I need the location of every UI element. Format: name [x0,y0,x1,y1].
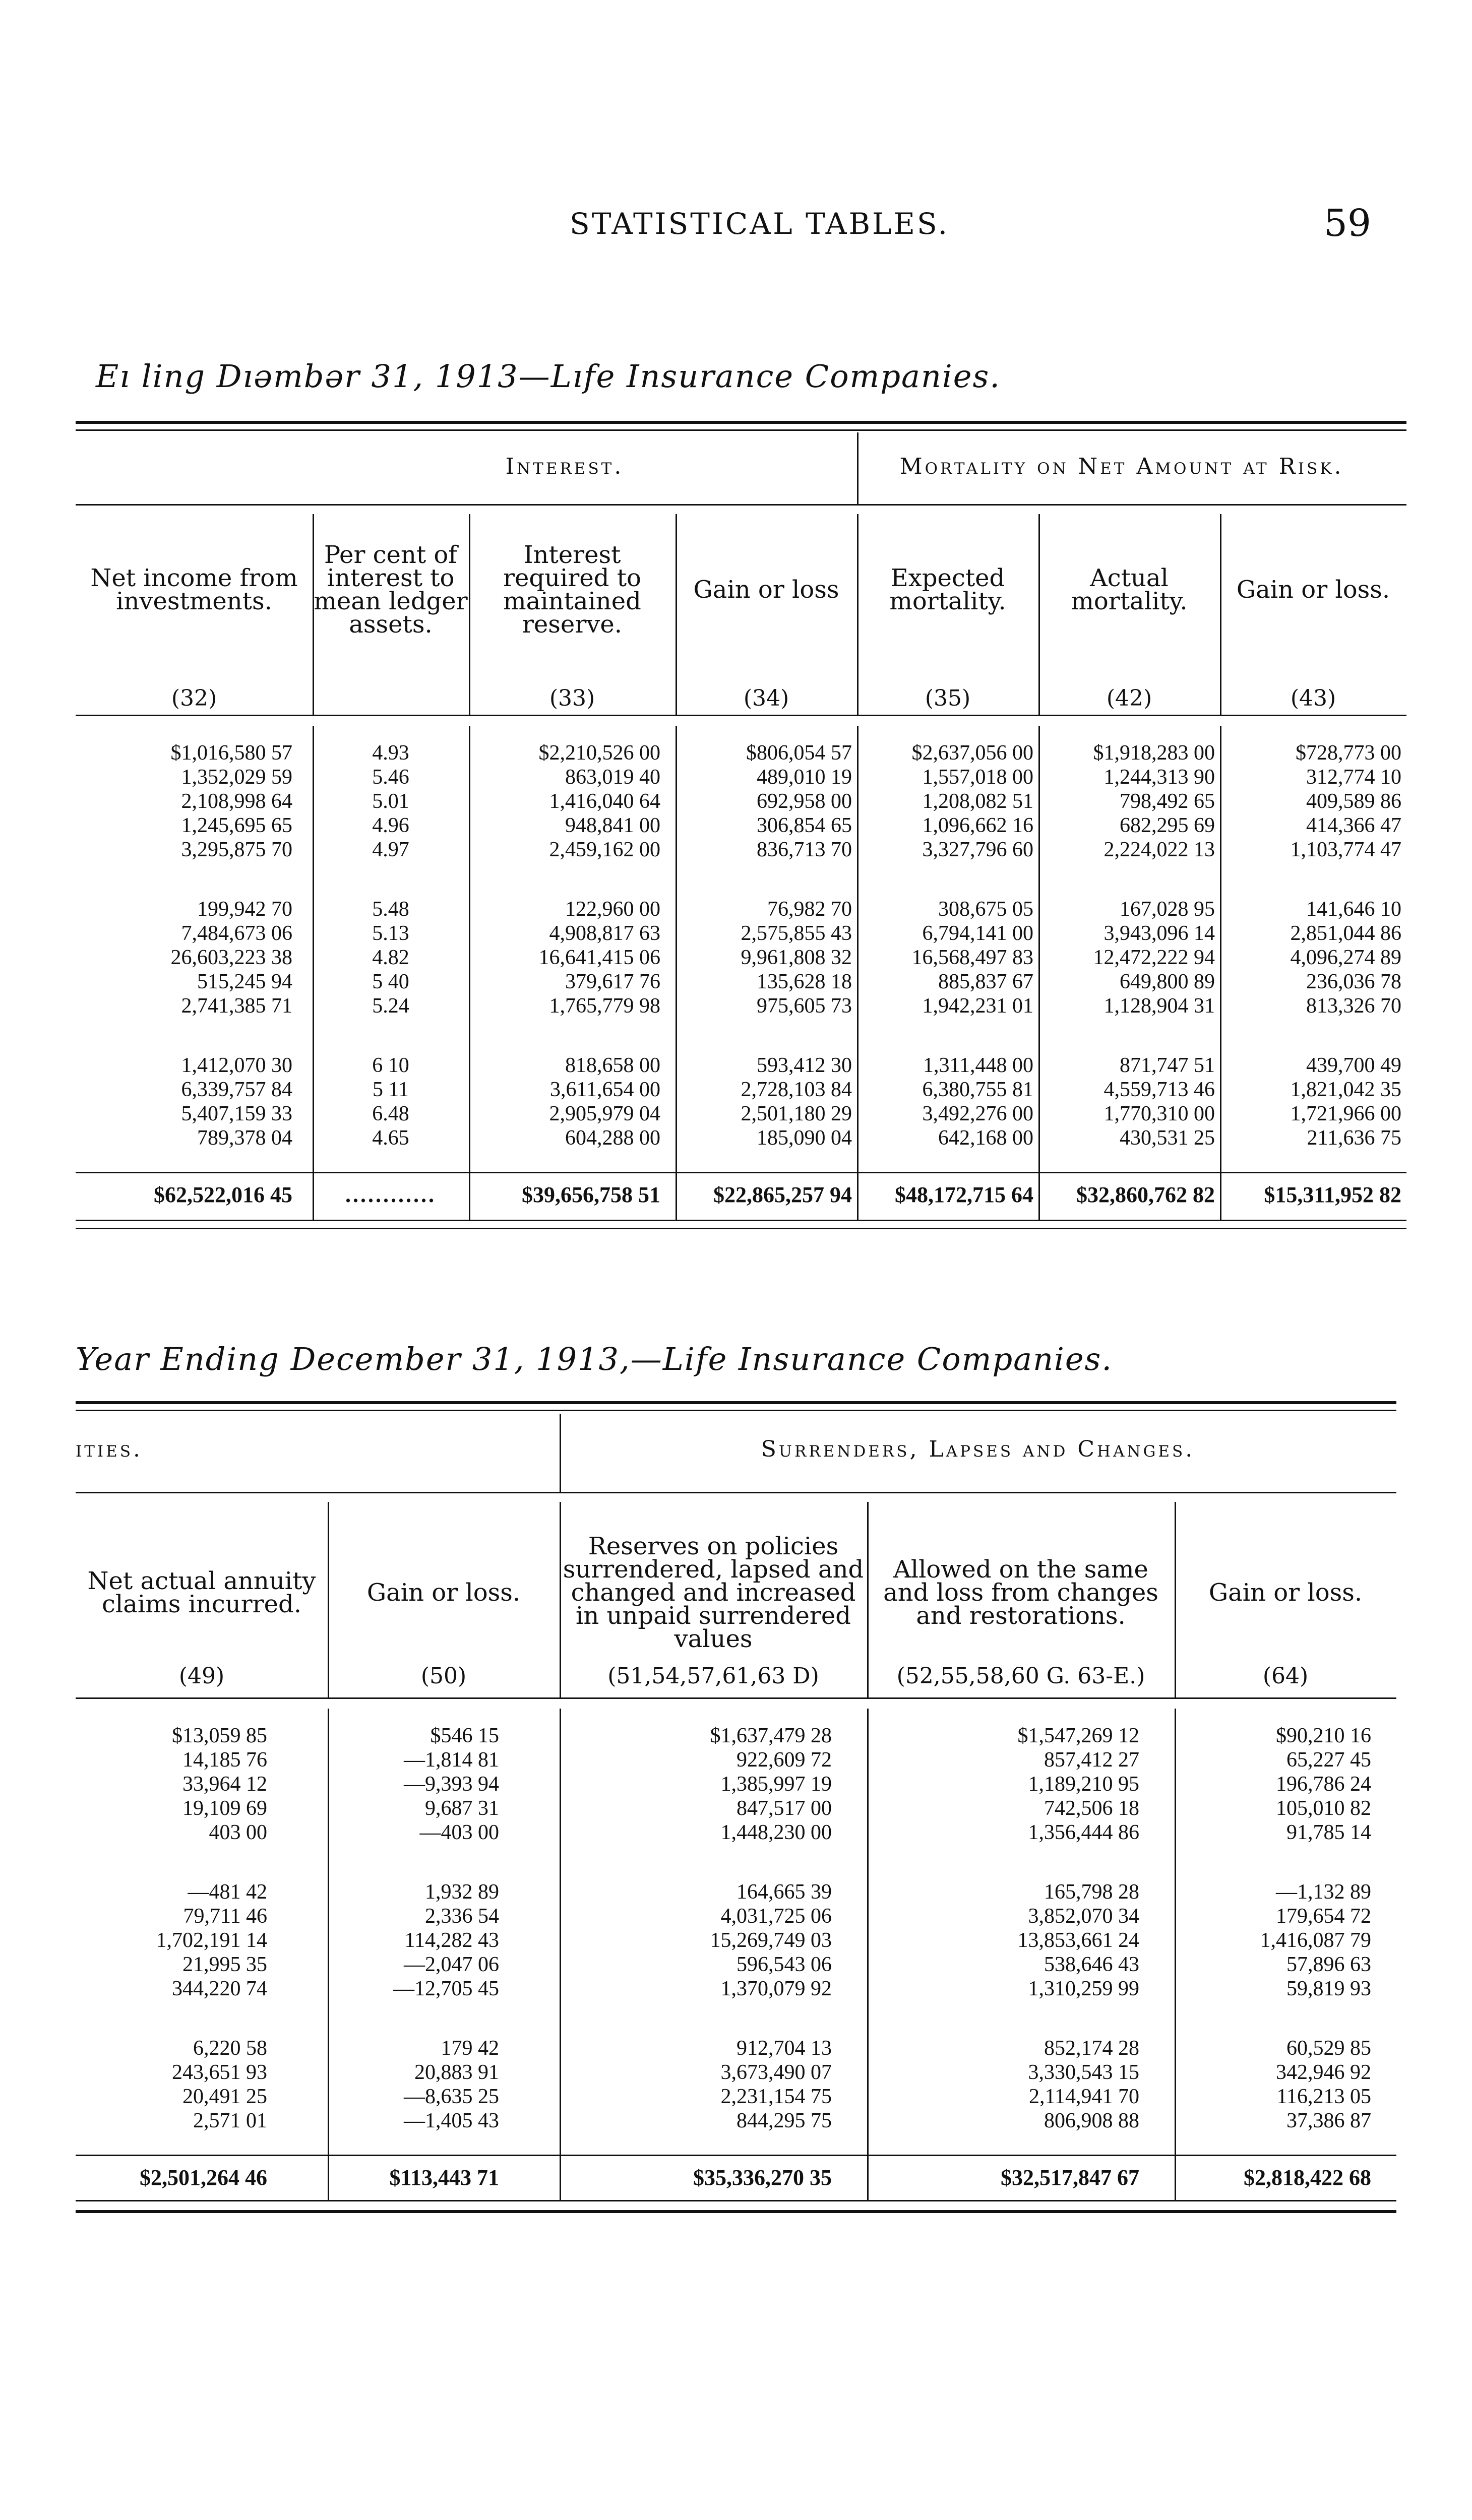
table-cell: —1,405 43 [404,2109,499,2132]
table-cell: 1,244,313 90 [1103,766,1215,789]
table-cell: 642,168 00 [938,1126,1033,1150]
table-cell: 1,932 89 [425,1880,499,1904]
table-cell: 179,654 72 [1276,1905,1371,1928]
table-cell: 2,231,154 75 [720,2085,832,2108]
table-cell: 1,356,444 86 [1028,1821,1139,1844]
table-cell: 2,575,855 43 [741,922,852,945]
table-cell: 1,370,079 92 [720,1977,832,2000]
table2-total-2: $113,443 71 [389,2165,499,2190]
table2-col-head-4: Allowed on the same and loss from changes and restorations. [883,1555,1158,1630]
table-cell: 439,700 49 [1306,1054,1401,1077]
table-cell: 185,090 04 [757,1126,852,1150]
table1-col-number-5: (35) [925,685,971,711]
table-cell: 312,774 10 [1306,766,1401,789]
table-cell: 1,557,018 00 [922,766,1033,789]
table-cell: 16,568,497 83 [911,946,1033,969]
table-cell: $728,773 00 [1296,741,1401,765]
table-cell: 20,491 25 [182,2085,267,2108]
table-cell: 6,220 58 [193,2037,267,2060]
table-cell: 179 42 [441,2037,499,2060]
table-cell: —1,814 81 [404,1748,499,1772]
table-cell: 5,407,159 33 [181,1102,292,1125]
table-cell: 9,961,808 32 [741,946,852,969]
table-cell: 1,412,070 30 [181,1054,292,1077]
table-cell: —403 00 [419,1821,499,1844]
table-cell: 19,109 69 [182,1797,267,1820]
table-cell: 798,492 65 [1120,790,1215,813]
table-cell: 3,330,543 15 [1028,2061,1139,2084]
table-cell: $90,210 16 [1276,1724,1371,1747]
table-cell: 5.13 [372,922,409,945]
table-cell: 5.48 [372,898,409,921]
table-cell: 2,905,979 04 [549,1102,660,1125]
table1-col-head-1: Net income from investments. [90,564,298,615]
table-cell: 4.96 [372,814,409,837]
table-cell: 7,484,673 06 [181,922,292,945]
table1-col-number-3: (33) [549,685,595,711]
table-cell: —8,635 25 [404,2085,499,2108]
table-cell: 2,108,998 64 [181,790,292,813]
table1-col-head-3: Interest required to maintained reserve. [503,541,641,639]
table-cell: 6,339,757 84 [181,1078,292,1101]
table-cell: 4,559,713 46 [1103,1078,1215,1101]
table1-group-mortality: Mortality on Net Amount at Risk. [899,454,1344,479]
table-cell: 5.46 [372,766,409,789]
table-cell: —12,705 45 [393,1977,499,2000]
table-cell: 1,103,774 47 [1290,838,1401,861]
table-cell: 5 11 [373,1078,409,1101]
table-cell: 141,646 10 [1306,898,1401,921]
table-cell: 1,245,695 65 [181,814,292,837]
table-cell: 6.48 [372,1102,409,1125]
table-cell: 3,611,654 00 [550,1078,660,1101]
table-cell: 538,646 43 [1044,1953,1139,1976]
table-cell: 409,589 86 [1306,790,1401,813]
table-cell: 871,747 51 [1120,1054,1215,1077]
table-cell: 59,819 93 [1286,1977,1371,2000]
table-cell: 91,785 14 [1286,1821,1371,1844]
table-cell: 236,036 78 [1306,970,1401,993]
table-cell: 2,728,103 84 [741,1078,852,1101]
table-cell: 836,713 70 [757,838,852,861]
table-cell: 3,673,490 07 [720,2061,832,2084]
table-cell: —2,047 06 [404,1953,499,1976]
table-cell: 489,010 19 [757,766,852,789]
table-cell: 1,128,904 31 [1103,994,1215,1018]
table-cell: 1,311,448 00 [923,1054,1033,1077]
table-cell: 2,224,022 13 [1103,838,1215,861]
table-cell: 65,227 45 [1286,1748,1371,1772]
table-cell: 76,982 70 [767,898,852,921]
table-cell: 20,883 91 [414,2061,499,2084]
table1-col-number-7: (43) [1290,685,1336,711]
table-cell: 430,531 25 [1120,1126,1215,1150]
table-cell: 344,220 74 [172,1977,267,2000]
table-cell: 742,506 18 [1044,1797,1139,1820]
table2-total-4: $32,517,847 67 [1001,2165,1139,2190]
table-cell: 596,543 06 [737,1953,832,1976]
table-cell: 2,459,162 00 [549,838,660,861]
table-cell: 3,295,875 70 [181,838,292,861]
table2-col-head-1: Net actual annuity claims incurred. [87,1567,316,1618]
table-cell: 26,603,223 38 [170,946,292,969]
table2-caption: Year Ending December 31, 1913,—Life Insurance Companies. [76,1341,1113,1377]
table-cell: 604,288 00 [565,1126,660,1150]
table-cell: 4,096,274 89 [1290,946,1401,969]
table-cell: 2,741,385 71 [181,994,292,1018]
table1-col-head-4: Gain or loss [693,576,839,604]
table-cell: $13,059 85 [172,1724,267,1747]
running-head [0,202,1472,247]
table1-col-head-5: Expected mortality. [889,564,1006,615]
table2-col-number-5: (64) [1262,1663,1309,1689]
table-cell: 3,852,070 34 [1028,1905,1139,1928]
table1-col-head-7: Gain or loss. [1236,576,1390,604]
table-cell: 21,995 35 [182,1953,267,1976]
table-cell: 649,800 89 [1120,970,1215,993]
table-cell: 4.97 [372,838,409,861]
table-cell: 1,385,997 19 [720,1773,832,1796]
table-cell: 789,378 04 [197,1126,292,1150]
table-cell: 1,721,966 00 [1290,1102,1401,1125]
table-cell: 6,794,141 00 [922,922,1033,945]
running-head-title: STATISTICAL TABLES. [570,207,950,241]
table-cell: 4.65 [372,1126,409,1150]
table-cell: 2,571 01 [193,2109,267,2132]
table-cell: 164,665 39 [737,1880,832,1904]
table-cell: 4.93 [372,741,409,765]
table1-col-head-2: Per cent of interest to mean ledger assets. [314,541,468,639]
table-cell: 1,416,040 64 [549,790,660,813]
table1-total-4: $22,865,257 94 [713,1182,852,1207]
table-cell: 682,295 69 [1120,814,1215,837]
table-cell: 33,964 12 [182,1773,267,1796]
table-cell: $546 15 [430,1724,499,1747]
table-cell: 5 40 [372,970,409,993]
table1-group-interest: Interest. [505,454,624,479]
table-cell: 2,336 54 [425,1905,499,1928]
table-cell: 122,960 00 [565,898,660,921]
table-cell: 196,786 24 [1276,1773,1371,1796]
table1-total-3: $39,656,758 51 [522,1182,660,1207]
table-cell: $2,637,056 00 [911,741,1033,765]
table-cell: —481 42 [188,1880,267,1904]
table-cell: 1,352,029 59 [181,766,292,789]
table-cell: 342,946 92 [1276,2061,1371,2084]
table-cell: 15,269,749 03 [710,1929,832,1952]
table-cell: 6,380,755 81 [922,1078,1033,1101]
table2-col-head-2: Gain or loss. [366,1579,521,1607]
table-cell: 4,908,817 63 [549,922,660,945]
table-cell: 912,704 13 [737,2037,832,2060]
table-cell: $2,210,526 00 [538,741,660,765]
table-cell: 692,958 00 [757,790,852,813]
table-cell: 948,841 00 [565,814,660,837]
table-cell: 211,636 75 [1307,1126,1401,1150]
table-cell: 57,896 63 [1286,1953,1371,1976]
table-cell: 813,326 70 [1306,994,1401,1018]
table-cell: 863,019 40 [565,766,660,789]
table-cell: —9,393 94 [404,1773,499,1796]
table-cell: 12,472,222 94 [1093,946,1215,969]
table-cell: 3,492,276 00 [922,1102,1033,1125]
table-cell: 308,675 05 [938,898,1033,921]
table-cell: 306,854 65 [757,814,852,837]
table-cell: 1,702,191 14 [156,1929,267,1952]
table1-col-number-4: (34) [743,685,789,711]
table-cell: 9,687 31 [425,1797,499,1820]
table-cell: —1,132 89 [1276,1880,1371,1904]
table-cell: 3,327,796 60 [922,838,1033,861]
table-cell: $1,016,580 57 [170,741,292,765]
table2-col-number-3: (51,54,57,61,63 D) [607,1663,819,1689]
table-cell: 1,765,779 98 [549,994,660,1018]
table1-total-2: ............ [345,1182,436,1207]
table-cell: 243,651 93 [172,2061,267,2084]
table1-col-number-6: (42) [1106,685,1152,711]
table-cell: 2,851,044 86 [1290,922,1401,945]
table-cell: 1,416,087 79 [1260,1929,1371,1952]
table-cell: 1,096,662 16 [922,814,1033,837]
table-cell: 199,942 70 [197,898,292,921]
table1-total-6: $32,860,762 82 [1076,1182,1215,1207]
table-cell: 852,174 28 [1044,2037,1139,2060]
table-cell: 4.82 [372,946,409,969]
table2-col-head-5: Gain or loss. [1208,1579,1363,1607]
table1-total-5: $48,172,715 64 [895,1182,1033,1207]
table2-col-number-1: (49) [178,1663,225,1689]
table-cell: 2,114,941 70 [1029,2085,1139,2108]
table-cell: 167,028 95 [1120,898,1215,921]
table-cell: 2,501,180 29 [741,1102,852,1125]
table-cell: 1,942,231 01 [922,994,1033,1018]
table-cell: 60,529 85 [1286,2037,1371,2060]
table-cell: 16,641,415 06 [538,946,660,969]
table-cell: $1,918,283 00 [1093,741,1215,765]
table-cell: 6 10 [372,1054,409,1077]
table-cell: 922,609 72 [737,1748,832,1772]
table-cell: $806,054 57 [746,741,852,765]
table-cell: 818,658 00 [565,1054,660,1077]
table-cell: $1,547,269 12 [1017,1724,1139,1747]
table-cell: 1,821,042 35 [1290,1078,1401,1101]
table1-col-head-6: Actual mortality. [1071,564,1188,615]
table-cell: 379,617 76 [565,970,660,993]
table-cell: 1,208,082 51 [922,790,1033,813]
table1-total-1: $62,522,016 45 [154,1182,292,1207]
table2-group-surrenders: Surrenders, Lapses and Changes. [761,1436,1195,1462]
table2-total-3: $35,336,270 35 [693,2165,832,2190]
table2-total-5: $2,818,422 68 [1244,2165,1371,2190]
table-cell: 3,943,096 14 [1103,922,1215,945]
table-cell: 806,908 88 [1044,2109,1139,2132]
table-cell: $1,637,479 28 [710,1724,832,1747]
table2-col-head-3: Reserves on policies surrendered, lapsed and changed and increased in unpaid surrendered values [563,1532,864,1653]
table-cell: 4,031,725 06 [720,1905,832,1928]
table-cell: 593,412 30 [757,1054,852,1077]
table-cell: 1,770,310 00 [1103,1102,1215,1125]
table-cell: 847,517 00 [737,1797,832,1820]
table-cell: 857,412 27 [1044,1748,1139,1772]
table-cell: 975,605 73 [757,994,852,1018]
table-cell: 114,282 43 [404,1929,499,1952]
table-cell: 1,310,259 99 [1028,1977,1139,2000]
table2-group-annuities: ities. [76,1436,143,1462]
table-cell: 135,628 18 [757,970,852,993]
table1-col-number-1: (32) [171,685,217,711]
table-cell: 403 00 [209,1821,267,1844]
table-cell: 105,010 82 [1276,1797,1371,1820]
table1-caption: Eı ling Dıəmbər 31, 1913—Lıfe Insurance Companies. [96,358,1001,395]
table-cell: 844,295 75 [737,2109,832,2132]
table1-total-7: $15,311,952 82 [1264,1182,1401,1207]
table-cell: 1,448,230 00 [720,1821,832,1844]
table-cell: 414,366 47 [1306,814,1401,837]
table-cell: 5.01 [372,790,409,813]
table-cell: 37,386 87 [1286,2109,1371,2132]
table2-col-number-2: (50) [420,1663,467,1689]
table2-col-number-4: (52,55,58,60 G. 63-E.) [896,1663,1145,1689]
table-cell: 515,245 94 [197,970,292,993]
table-cell: 5.24 [372,994,409,1018]
table-cell: 14,185 76 [182,1748,267,1772]
table-cell: 79,711 46 [183,1905,267,1928]
table2-total-1: $2,501,264 46 [140,2165,267,2190]
table-cell: 1,189,210 95 [1028,1773,1139,1796]
table-cell: 885,837 67 [938,970,1033,993]
page-number: 59 [1323,202,1371,245]
table-cell: 13,853,661 24 [1017,1929,1139,1952]
table-cell: 165,798 28 [1044,1880,1139,1904]
table-cell: 116,213 05 [1276,2085,1371,2108]
